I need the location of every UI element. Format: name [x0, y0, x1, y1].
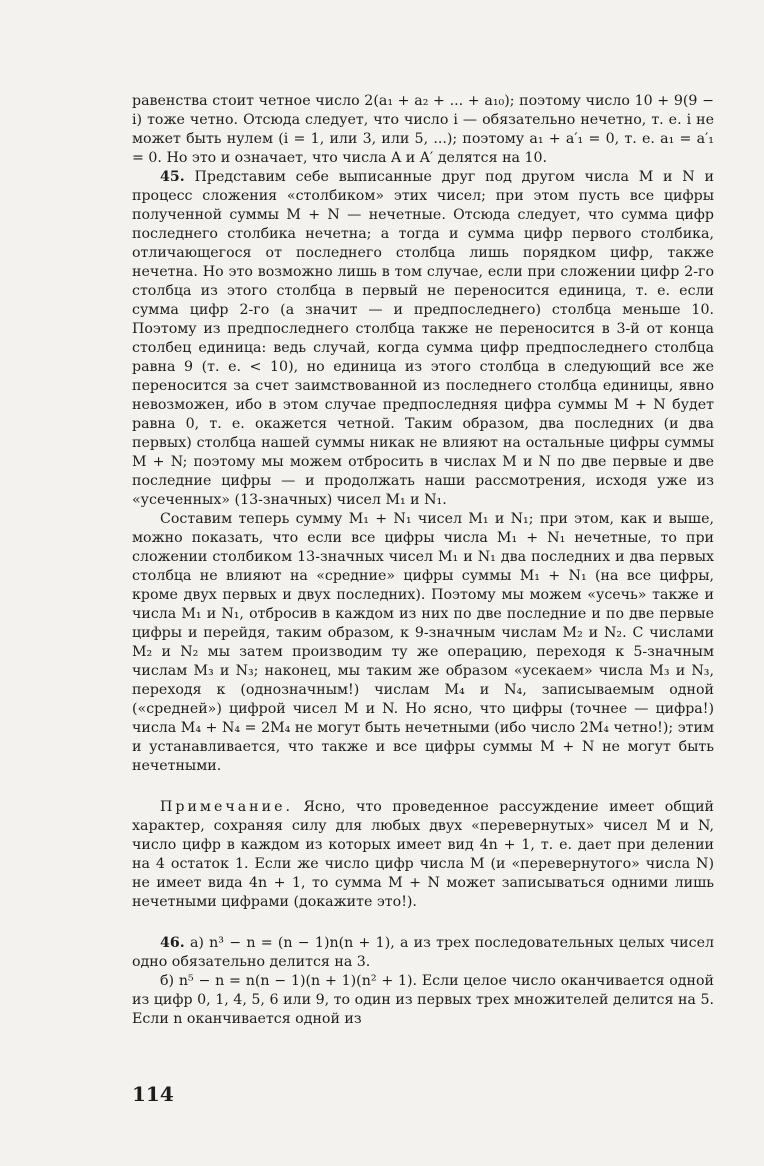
- paragraph-continued: [132, 92, 714, 168]
- note-label: Примечание.: [160, 799, 293, 815]
- paragraph-text: Составим теперь сумму M₁ + N₁ чисел M₁ и N₁; при этом, как и выше, можно показать, что если все цифры числа M₁ + N₁ нечетные, то при сложении столбиком 13-значных чисел M₁ и N₁ два последних и два первых столбца не влияют на «средние» цифры суммы M₁ + N₁ (на все цифры, кроме двух первых и двух последних). Поэтому мы можем «усечь» также и числа M₁ и N₁, отбросив в каждом из них по две последние и по две первые цифры и перейдя, таким образом, к 9-значным числам M₂ и N₂. С числами M₂ и N₂ мы затем производим ту же операцию, переходя к 5-значным числам M₃ и N₃; наконец, мы таким же образом «усекаем» числа M₃ и N₃, переходя к (однозначным!) числам M₄ и N₄, записываемым одной («средней») цифрой чисел M и N. Но ясно, что цифры (точнее — цифра!) числа M₄ + N₄ = 2M₄ не могут быть нечетными (ибо число 2M₄ четно!); этим и устанавливается, что также и все цифры суммы M + N не могут быть нечетными.: [132, 511, 714, 774]
- problem-number: 45.: [160, 169, 185, 185]
- problem-number: 46.: [160, 935, 185, 951]
- paragraph-text: б) n⁵ − n = n(n − 1)(n + 1)(n² + 1). Если целое число оканчивается одной из цифр 0, 1, 4, 5, 6 или 9, то один из первых трех множителей делится на 5. Если n оканчивается одной из: [132, 973, 714, 1027]
- paragraph-46b: [132, 972, 714, 1029]
- paragraph-46a: [132, 934, 714, 972]
- paragraph-compose: [132, 510, 714, 776]
- page-body: [132, 92, 714, 1029]
- paragraph-text: равенства стоит четное число 2(a₁ + a₂ + ... + a₁₀); поэтому число 10 + 9(9 − i) тоже четно. Отсюда следует, что число i — обязательно нечетно, т. е. i не может быть нулем (i = 1, или 3, или 5, ...); поэтому a₁ + a′₁ = 0, т. е. a₁ = a′₁ = 0. Но это и означает, что числа A и A′ делятся на 10.: [132, 93, 714, 166]
- paragraph-note: [132, 798, 714, 912]
- page-number: 114: [132, 1082, 174, 1106]
- paragraph-text: а) n³ − n = (n − 1)n(n + 1), а из трех последовательных целых чисел одно обязательно делится на 3.: [132, 935, 714, 970]
- paragraph-text: Ясно, что проведенное рассуждение имеет общий характер, сохраняя силу для любых двух «перевернутых» чисел M и N, число цифр в каждом из которых имеет вид 4n + 1, т. е. дает при делении на 4 остаток 1. Если же число цифр числа M (и «перевернутого» числа N) не имеет вида 4n + 1, то сумма M + N может записываться одними лишь нечетными цифрами (докажите это!).: [132, 799, 714, 910]
- paragraph-text: Представим себе выписанные друг под другом числа M и N и процесс сложения «столбиком» этих чисел; при этом пусть все цифры полученной суммы M + N — нечетные. Отсюда следует, что сумма цифр последнего столбика нечетна; а тогда и сумма цифр первого столбика, отличающегося от последнего столбца лишь порядком цифр, также нечетна. Но это возможно лишь в том случае, если при сложении цифр 2-го столбца из этого столбца в первый не переносится единица, т. е. если сумма цифр 2-го (а значит — и предпоследнего) столбца меньше 10. Поэтому из предпоследнего столбца также не переносится в 3-й от конца столбец единица: ведь случай, когда сумма цифр предпоследнего столбца равна 9 (т. е. < 10), но единица из этого столбца в следующий все же переносится за счет заимствованной из последнего столбца единицы, явно невозможен, ибо в этом случае предпоследняя цифра суммы M + N будет равна 0, т. е. окажется четной. Таким образом, два последних (и два первых) столбца нашей суммы никак не влияют на остальные цифры суммы M + N; поэтому мы можем отбросить в числах M и N по две первые и две последние цифры — и продолжать наши рассмотрения, исходя уже из «усеченных» (13-значных) чисел M₁ и N₁.: [132, 169, 714, 508]
- paragraph-45: [132, 168, 714, 510]
